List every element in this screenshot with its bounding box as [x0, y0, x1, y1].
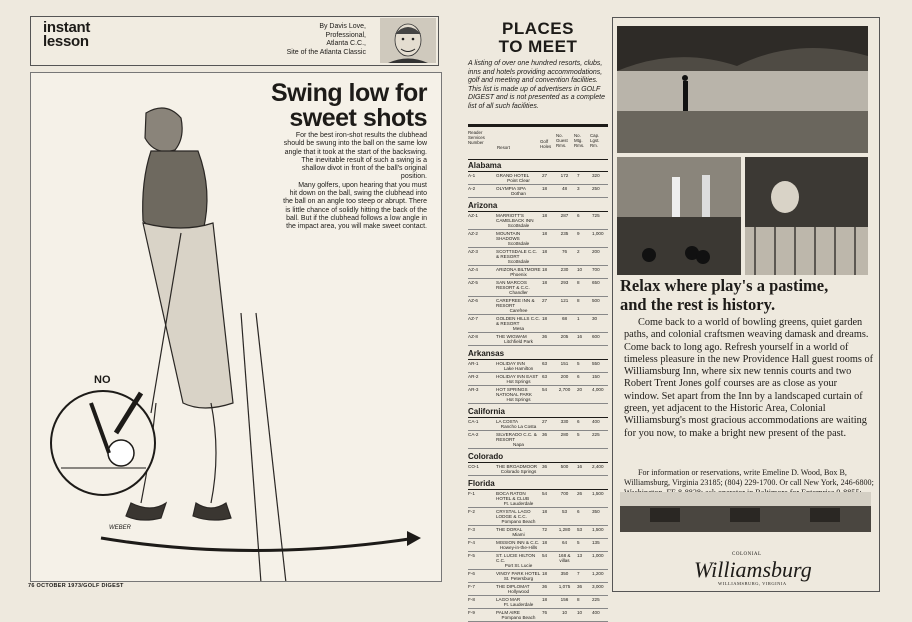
guest-rooms: 230	[560, 267, 569, 272]
guest-rooms: 330	[560, 419, 569, 424]
largest-room-capacity: 725	[592, 213, 600, 218]
golf-holes: 18	[542, 231, 548, 236]
table-row	[468, 583, 608, 596]
meeting-rooms: 8	[577, 298, 580, 303]
guest-rooms: 235	[560, 231, 569, 236]
logo-williamsburg: Williamsburg	[694, 557, 812, 582]
resort-cell: LA COSTA Rancho La Costa	[496, 419, 537, 429]
resort-cell: ST. LUCIE HILTON C.C. Port St. Lucie	[496, 553, 536, 568]
reader-number: AZ-5	[468, 280, 478, 285]
golf-holes: 18	[542, 267, 548, 272]
table-row	[468, 212, 608, 230]
swing-illustration-panel	[30, 72, 442, 582]
meeting-rooms: 1	[577, 316, 580, 321]
guest-rooms: 64	[561, 540, 568, 545]
guest-rooms: 2,700	[558, 387, 571, 392]
golf-holes: 18	[542, 249, 548, 254]
meeting-rooms: 7	[577, 173, 580, 178]
resort-cell: SILVERADO C.C. & RESORT Napa	[496, 432, 537, 447]
byline: By Davis Love, Professional, Atlanta C.C., Site of the Atlanta Classic	[286, 23, 366, 56]
guest-rooms: 156	[560, 597, 569, 602]
resort-cell: OLYMPIA SPA Dothan	[496, 186, 526, 196]
largest-room-capacity: 200	[592, 249, 600, 254]
golf-holes: 54	[542, 553, 548, 558]
guest-rooms: 205	[560, 334, 569, 339]
resort-cell: SAN MARCOS RESORT & C.C. Chandler	[496, 280, 530, 295]
table-row	[468, 418, 608, 431]
guest-rooms: 1,280	[558, 527, 571, 532]
meeting-rooms: 20	[577, 387, 583, 392]
places-table	[468, 158, 608, 622]
reader-number: AR-3	[468, 387, 479, 392]
largest-room-capacity: 350	[592, 509, 600, 514]
reader-number: AZ-8	[468, 334, 478, 339]
largest-room-capacity: 3,000	[592, 584, 604, 589]
resort-cell: THE BROADMOOR Colorado Springs	[496, 464, 538, 474]
golf-holes: 36	[542, 464, 548, 469]
largest-room-capacity: 250	[592, 186, 600, 191]
resort-cell: MARRIOTT'S CAMELBACK INN Scottsdale	[496, 213, 534, 228]
meeting-rooms: 16	[577, 334, 583, 339]
guest-rooms: 68	[561, 316, 568, 321]
meeting-rooms: 10	[577, 610, 583, 615]
table-row	[468, 185, 608, 198]
artist-signature: WEBER	[109, 525, 132, 531]
inset-label: NO	[94, 374, 111, 386]
reader-number: F-2	[468, 509, 475, 514]
golf-holes: 18	[542, 280, 548, 285]
golf-holes: 36	[542, 432, 548, 437]
logo-colonial: COLONIAL	[732, 552, 762, 557]
meeting-rooms: 3	[577, 186, 580, 191]
reader-number: AZ-3	[468, 249, 478, 254]
guest-rooms: 48	[561, 186, 568, 191]
ad-contact-info: For information or reservations, write Emeline D. Wood, Box B, Williamsburg, Virginia 23185; (804) 229-1700. Or call New York, 246-6800;	[624, 468, 874, 488]
table-row	[468, 609, 608, 622]
reader-number: A-1	[468, 173, 476, 178]
table-row	[468, 230, 608, 248]
reader-number: A-2	[468, 186, 476, 191]
largest-room-capacity: 30	[592, 316, 598, 321]
golf-holes: 27	[542, 419, 548, 424]
table-row	[468, 463, 608, 476]
table-row	[468, 508, 608, 526]
reader-number: CA-1	[468, 419, 479, 424]
reader-number: CO-1	[468, 464, 479, 469]
reader-number: F-6	[468, 571, 475, 576]
guest-rooms: 500	[560, 464, 569, 469]
golf-holes: 18	[542, 316, 548, 321]
guest-rooms: 151	[560, 361, 569, 366]
meeting-rooms: 6	[577, 213, 580, 218]
reader-number: AZ-1	[468, 213, 478, 218]
meeting-rooms: 10	[577, 267, 583, 272]
largest-room-capacity: 1,000	[592, 553, 604, 558]
reader-number: F-9	[468, 610, 475, 615]
golf-holes: 63	[542, 374, 548, 379]
reader-number: AR-2	[468, 374, 479, 379]
meeting-rooms: 5	[577, 361, 580, 366]
reader-number: F-8	[468, 597, 475, 602]
instant-lesson-header	[30, 16, 439, 66]
state-heading: Arkansas	[468, 348, 608, 360]
photo-weaving	[745, 157, 868, 275]
table-row	[468, 570, 608, 583]
table-header: Reader Services Number Resort Golf Holes No. Guest Rms. No. Mtg. Rms. Cap. Lgst. Rm.	[468, 124, 608, 160]
places-title: PLACES TO MEET	[498, 19, 578, 56]
state-heading: Florida	[468, 478, 608, 490]
page-footer: 76 OCTOBER 1973/GOLF DIGEST	[28, 583, 124, 589]
golf-holes: 18	[542, 540, 548, 545]
largest-room-capacity: 1,200	[592, 571, 604, 576]
headline: Swing low for sweet shots	[271, 79, 427, 132]
meeting-rooms: 5	[577, 540, 580, 545]
resort-cell: CRYSTAL LAGO LODGE & C.C. Pompano Beach	[496, 509, 536, 524]
golf-holes: 54	[542, 491, 548, 496]
reader-number: AZ-6	[468, 298, 478, 303]
meeting-rooms: 13	[577, 553, 583, 558]
meeting-rooms: 53	[577, 527, 583, 532]
guest-rooms: 10	[561, 610, 568, 615]
golf-holes: 76	[542, 610, 548, 615]
golf-holes: 72	[542, 527, 548, 532]
largest-room-capacity: 400	[592, 610, 600, 615]
reader-number: AZ-2	[468, 231, 478, 236]
state-heading: Alabama	[468, 160, 608, 172]
golf-holes: 36	[542, 584, 548, 589]
table-row	[468, 248, 608, 266]
resort-cell: HOLIDAY INN Lake Hamilton	[496, 361, 534, 371]
resort-cell: HOT SPRINGS NATIONAL PARK Hot Springs	[496, 387, 532, 402]
largest-room-capacity: 700	[592, 267, 600, 272]
resort-cell: SCOTTSDALE C.C. & RESORT Scottsdale	[496, 249, 538, 264]
resort-cell: THE WIGWAM Litchfield Park	[496, 334, 533, 344]
resort-cell: THE DIPLOMAT Hollywood	[496, 584, 530, 594]
table-row	[468, 315, 608, 333]
golf-holes: 27	[542, 298, 548, 303]
reader-number: F-7	[468, 584, 475, 589]
meeting-rooms: 2	[577, 249, 580, 254]
photo-lawn-bowling	[617, 157, 741, 275]
largest-room-capacity: 500	[592, 298, 600, 303]
resort-cell: BOCA RATON HOTEL & CLUB Ft. Lauderdale	[496, 491, 534, 506]
golf-holes: 54	[542, 387, 548, 392]
largest-room-capacity: 1,500	[592, 491, 604, 496]
golf-holes: 36	[542, 334, 548, 339]
golf-holes: 18	[542, 509, 548, 514]
table-row	[468, 386, 608, 404]
guest-rooms: 350	[560, 571, 569, 576]
largest-room-capacity: 150	[592, 374, 600, 379]
reader-number: F-3	[468, 527, 475, 532]
ad-headline: Relax where play's a pastime, and the rest is history.	[620, 276, 829, 314]
guest-rooms: 280	[560, 432, 569, 437]
guest-rooms: 168 & villas	[558, 553, 571, 563]
largest-room-capacity: 2,400	[592, 464, 604, 469]
author-portrait	[380, 18, 436, 63]
table-row	[468, 360, 608, 373]
table-row	[468, 539, 608, 552]
lesson-body: For the best iron-shot results the clubhead should be swung into the ball on the same low angle that it took at the start of the backswing. The inevitable result of such a swing is a shallow divot in front of the ball's original position. Many golfers, upon hearing that you must hit down on the ball, swing the clubhead into the ball on an angle too steep or abrupt. There is little chance of solidly hitting the back of the ball. But if the clubhead follows a low angle in the impact area, you will make sweet contact.	[283, 132, 427, 231]
largest-room-capacity: 1,500	[592, 527, 604, 532]
reader-number: AZ-4	[468, 267, 478, 272]
table-row	[468, 373, 608, 386]
meeting-rooms: 26	[577, 491, 583, 496]
golf-holes: 18	[542, 186, 548, 191]
resort-cell: MISSION INN & C.C. Howey-in-the-Hills	[496, 540, 540, 550]
meeting-rooms: 16	[577, 464, 583, 469]
resort-cell: VINOY PARK HOTEL St. Petersburg	[496, 571, 541, 581]
largest-room-capacity: 1,000	[592, 231, 604, 236]
guest-rooms: 700	[560, 491, 569, 496]
largest-room-capacity: 4,000	[592, 387, 604, 392]
table-row	[468, 172, 608, 185]
meeting-rooms: 6	[577, 374, 580, 379]
resort-cell: PALM AIRE Pompano Beach	[496, 610, 536, 620]
reader-number: AZ-7	[468, 316, 478, 321]
guest-rooms: 172	[560, 173, 569, 178]
ad-body: Come back to a world of bowling greens, quiet garden paths, and colonial craftsmen weaving damask and dreams. Come back to long ago. Refresh yourself in a world of timeless pleasure in the new Providence Hall guest rooms of Williamsburg Inn, where six new tennis courts and two Robert Trent Jones golf courses are as close as your window. Set apart from the Inn by a landscaped curtain of green, yet adjacent to the Historic Area, Colonial Williamsburg's most gracious accommodations are waiting for you now, to make a bright new present of the past.	[624, 317, 874, 439]
resort-cell: ARIZONA BILTMORE Phoenix	[496, 267, 541, 277]
meeting-rooms: 6	[577, 509, 580, 514]
table-row	[468, 552, 608, 570]
largest-room-capacity: 225	[592, 432, 600, 437]
table-row	[468, 596, 608, 609]
meeting-rooms: 7	[577, 571, 580, 576]
largest-room-capacity: 650	[592, 280, 600, 285]
largest-room-capacity: 400	[592, 419, 600, 424]
table-row	[468, 333, 608, 346]
golf-holes: 63	[542, 361, 548, 366]
resort-cell: LAGO MAR Ft. Lauderdale	[496, 597, 534, 607]
reader-number: F-4	[468, 540, 475, 545]
photo-garden	[620, 492, 871, 532]
golf-holes: 18	[542, 597, 548, 602]
table-row	[468, 279, 608, 297]
reader-number: F-5	[468, 553, 475, 558]
reader-number: CA-2	[468, 432, 479, 437]
meeting-rooms: 8	[577, 597, 580, 602]
golf-holes: 27	[542, 173, 548, 178]
places-intro: A listing of over one hundred resorts, clubs, inns and hotels providing accommodations, golf and meeting and convention facilities. This list is made up of advertisers in GOLF DIGEST and is not presented as a complete list of all such facilities.	[468, 60, 605, 110]
reader-number: F-1	[468, 491, 475, 496]
guest-rooms: 53	[561, 509, 568, 514]
meeting-rooms: 5	[577, 432, 580, 437]
golf-holes: 18	[542, 213, 548, 218]
largest-room-capacity: 600	[592, 334, 600, 339]
resort-cell: THE DORAL Miami	[496, 527, 525, 537]
resort-cell: CAREFREE INN & RESORT Carefree	[496, 298, 535, 313]
golf-holes: 18	[542, 571, 548, 576]
largest-room-capacity: 550	[592, 361, 600, 366]
table-row	[468, 490, 608, 508]
meeting-rooms: 9	[577, 231, 580, 236]
meeting-rooms: 36	[577, 584, 583, 589]
state-heading: California	[468, 406, 608, 418]
table-row	[468, 266, 608, 279]
largest-room-capacity: 135	[592, 540, 600, 545]
logo-location: WILLIAMSBURG, VIRGINIA	[718, 581, 787, 586]
meeting-rooms: 8	[577, 280, 580, 285]
resort-cell: HOLIDAY INN EAST Hot Springs	[496, 374, 539, 384]
meeting-rooms: 6	[577, 419, 580, 424]
guest-rooms: 200	[560, 374, 569, 379]
resort-cell: GRAND HOTEL Point Clear	[496, 173, 530, 183]
guest-rooms: 287	[560, 213, 569, 218]
state-heading: Arizona	[468, 200, 608, 212]
guest-rooms: 121	[560, 298, 569, 303]
state-heading: Colorado	[468, 451, 608, 463]
table-row	[468, 526, 608, 539]
photo-lake-golfer	[617, 26, 868, 153]
largest-room-capacity: 320	[592, 173, 600, 178]
reader-number: AR-1	[468, 361, 479, 366]
largest-room-capacity: 225	[592, 597, 600, 602]
table-row	[468, 431, 608, 449]
table-row	[468, 297, 608, 315]
guest-rooms: 1,075	[558, 584, 571, 589]
resort-cell: MOUNTAIN SHADOWS Scottsdale	[496, 231, 530, 246]
guest-rooms: 76	[561, 249, 568, 254]
section-label: instant lesson	[43, 19, 91, 50]
resort-cell: GOLDEN HILLS C.C. & RESORT Mesa	[496, 316, 540, 331]
guest-rooms: 293	[560, 280, 569, 285]
